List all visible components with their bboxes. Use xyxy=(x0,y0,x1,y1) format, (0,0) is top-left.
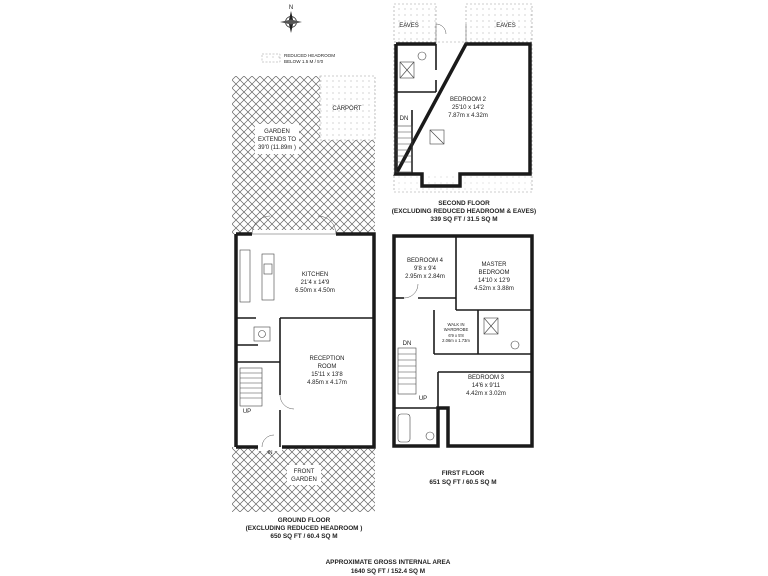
wardrobe-name: WALK IN xyxy=(447,322,465,327)
ground-floor-subtitle: (EXCLUDING REDUCED HEADROOM ) xyxy=(245,525,363,532)
front-garden-label: FRONT xyxy=(293,469,315,475)
legend-line1: REDUCED HEADROOM xyxy=(284,53,336,58)
bedroom2-name: BEDROOM 2 xyxy=(449,97,487,103)
reception-name2: ROOM xyxy=(317,364,337,370)
compass-icon xyxy=(280,5,302,33)
reception-name: RECEPTION xyxy=(309,356,345,362)
entrance-label: IN xyxy=(267,450,273,456)
kitchen-metric: 6.50m x 4.50m xyxy=(295,288,335,294)
eaves-right-label: EAVES xyxy=(496,23,516,29)
bedroom2-imperial: 25'10 x 14'2 xyxy=(452,105,484,111)
rear-garden-size: 39'0 (11.89m ) xyxy=(257,145,297,151)
second-floor-title: SECOND FLOOR xyxy=(438,200,490,207)
bedroom4-imperial: 9'8 x 9'4 xyxy=(414,266,436,272)
compass-north-label: N xyxy=(288,5,294,11)
rear-garden-extends: EXTENDS TO xyxy=(257,137,297,143)
legend-swatch xyxy=(262,54,280,62)
bedroom2-metric: 7.87m x 4.32m xyxy=(448,113,488,119)
wardrobe-imperial: 6'9 x 5'8 xyxy=(448,333,464,338)
rear-garden-label: GARDEN xyxy=(264,129,290,135)
bedroom3-name: BEDROOM 3 xyxy=(467,375,505,381)
eaves-left-label: EAVES xyxy=(399,23,419,29)
reception-imperial: 15'11 x 13'8 xyxy=(311,372,343,378)
ground-floor-plan xyxy=(232,76,375,540)
ground-stair-up-label: UP xyxy=(242,409,252,415)
bedroom3-imperial: 14'6 x 9'11 xyxy=(471,383,501,389)
second-floor-plan xyxy=(392,4,536,223)
master-metric: 4.52m x 3.88m xyxy=(474,286,514,292)
legend xyxy=(262,53,335,64)
wardrobe-name2: WARDROBE xyxy=(443,327,469,332)
front-garden-label2: GARDEN xyxy=(291,477,317,483)
kitchen-imperial: 21'4 x 14'9 xyxy=(300,280,330,286)
ground-floor-area: 650 SQ FT / 60.4 SQ M xyxy=(270,533,338,540)
master-name2: BEDROOM xyxy=(478,270,510,276)
second-floor-subtitle: (EXCLUDING REDUCED HEADROOM & EAVES) xyxy=(391,208,537,215)
total-area-value: 1640 SQ FT / 152.4 SQ M xyxy=(350,568,426,575)
bedroom4-metric: 2.95m x 2.84m xyxy=(405,274,445,280)
carport-label: CARPORT xyxy=(332,106,362,112)
bedroom4-name: BEDROOM 4 xyxy=(406,258,444,264)
reception-metric: 4.85m x 4.17m xyxy=(307,380,347,386)
first-floor-plan xyxy=(394,236,532,486)
second-stair-down-label: DN xyxy=(399,116,409,122)
first-stair-up-label: UP xyxy=(418,396,428,402)
master-name: MASTER xyxy=(481,262,507,268)
bedroom3-metric: 4.42m x 3.02m xyxy=(466,391,506,397)
master-imperial: 14'10 x 12'9 xyxy=(478,278,510,284)
wardrobe-metric: 2.06m x 1.73m xyxy=(442,338,470,343)
kitchen-name: KITCHEN xyxy=(301,272,329,278)
first-floor-area: 651 SQ FT / 60.5 SQ M xyxy=(429,479,497,486)
first-stair-down-label: DN xyxy=(402,341,412,347)
first-staircase xyxy=(398,341,427,402)
ground-floor-title: GROUND FLOOR xyxy=(277,517,331,524)
second-floor-area: 339 SQ FT / 31.5 SQ M xyxy=(430,216,498,223)
total-area-label: APPROXIMATE GROSS INTERNAL AREA xyxy=(325,559,451,566)
legend-line2: BELOW 1.5 M / 5'0 xyxy=(284,59,324,64)
first-floor-title: FIRST FLOOR xyxy=(441,470,485,477)
